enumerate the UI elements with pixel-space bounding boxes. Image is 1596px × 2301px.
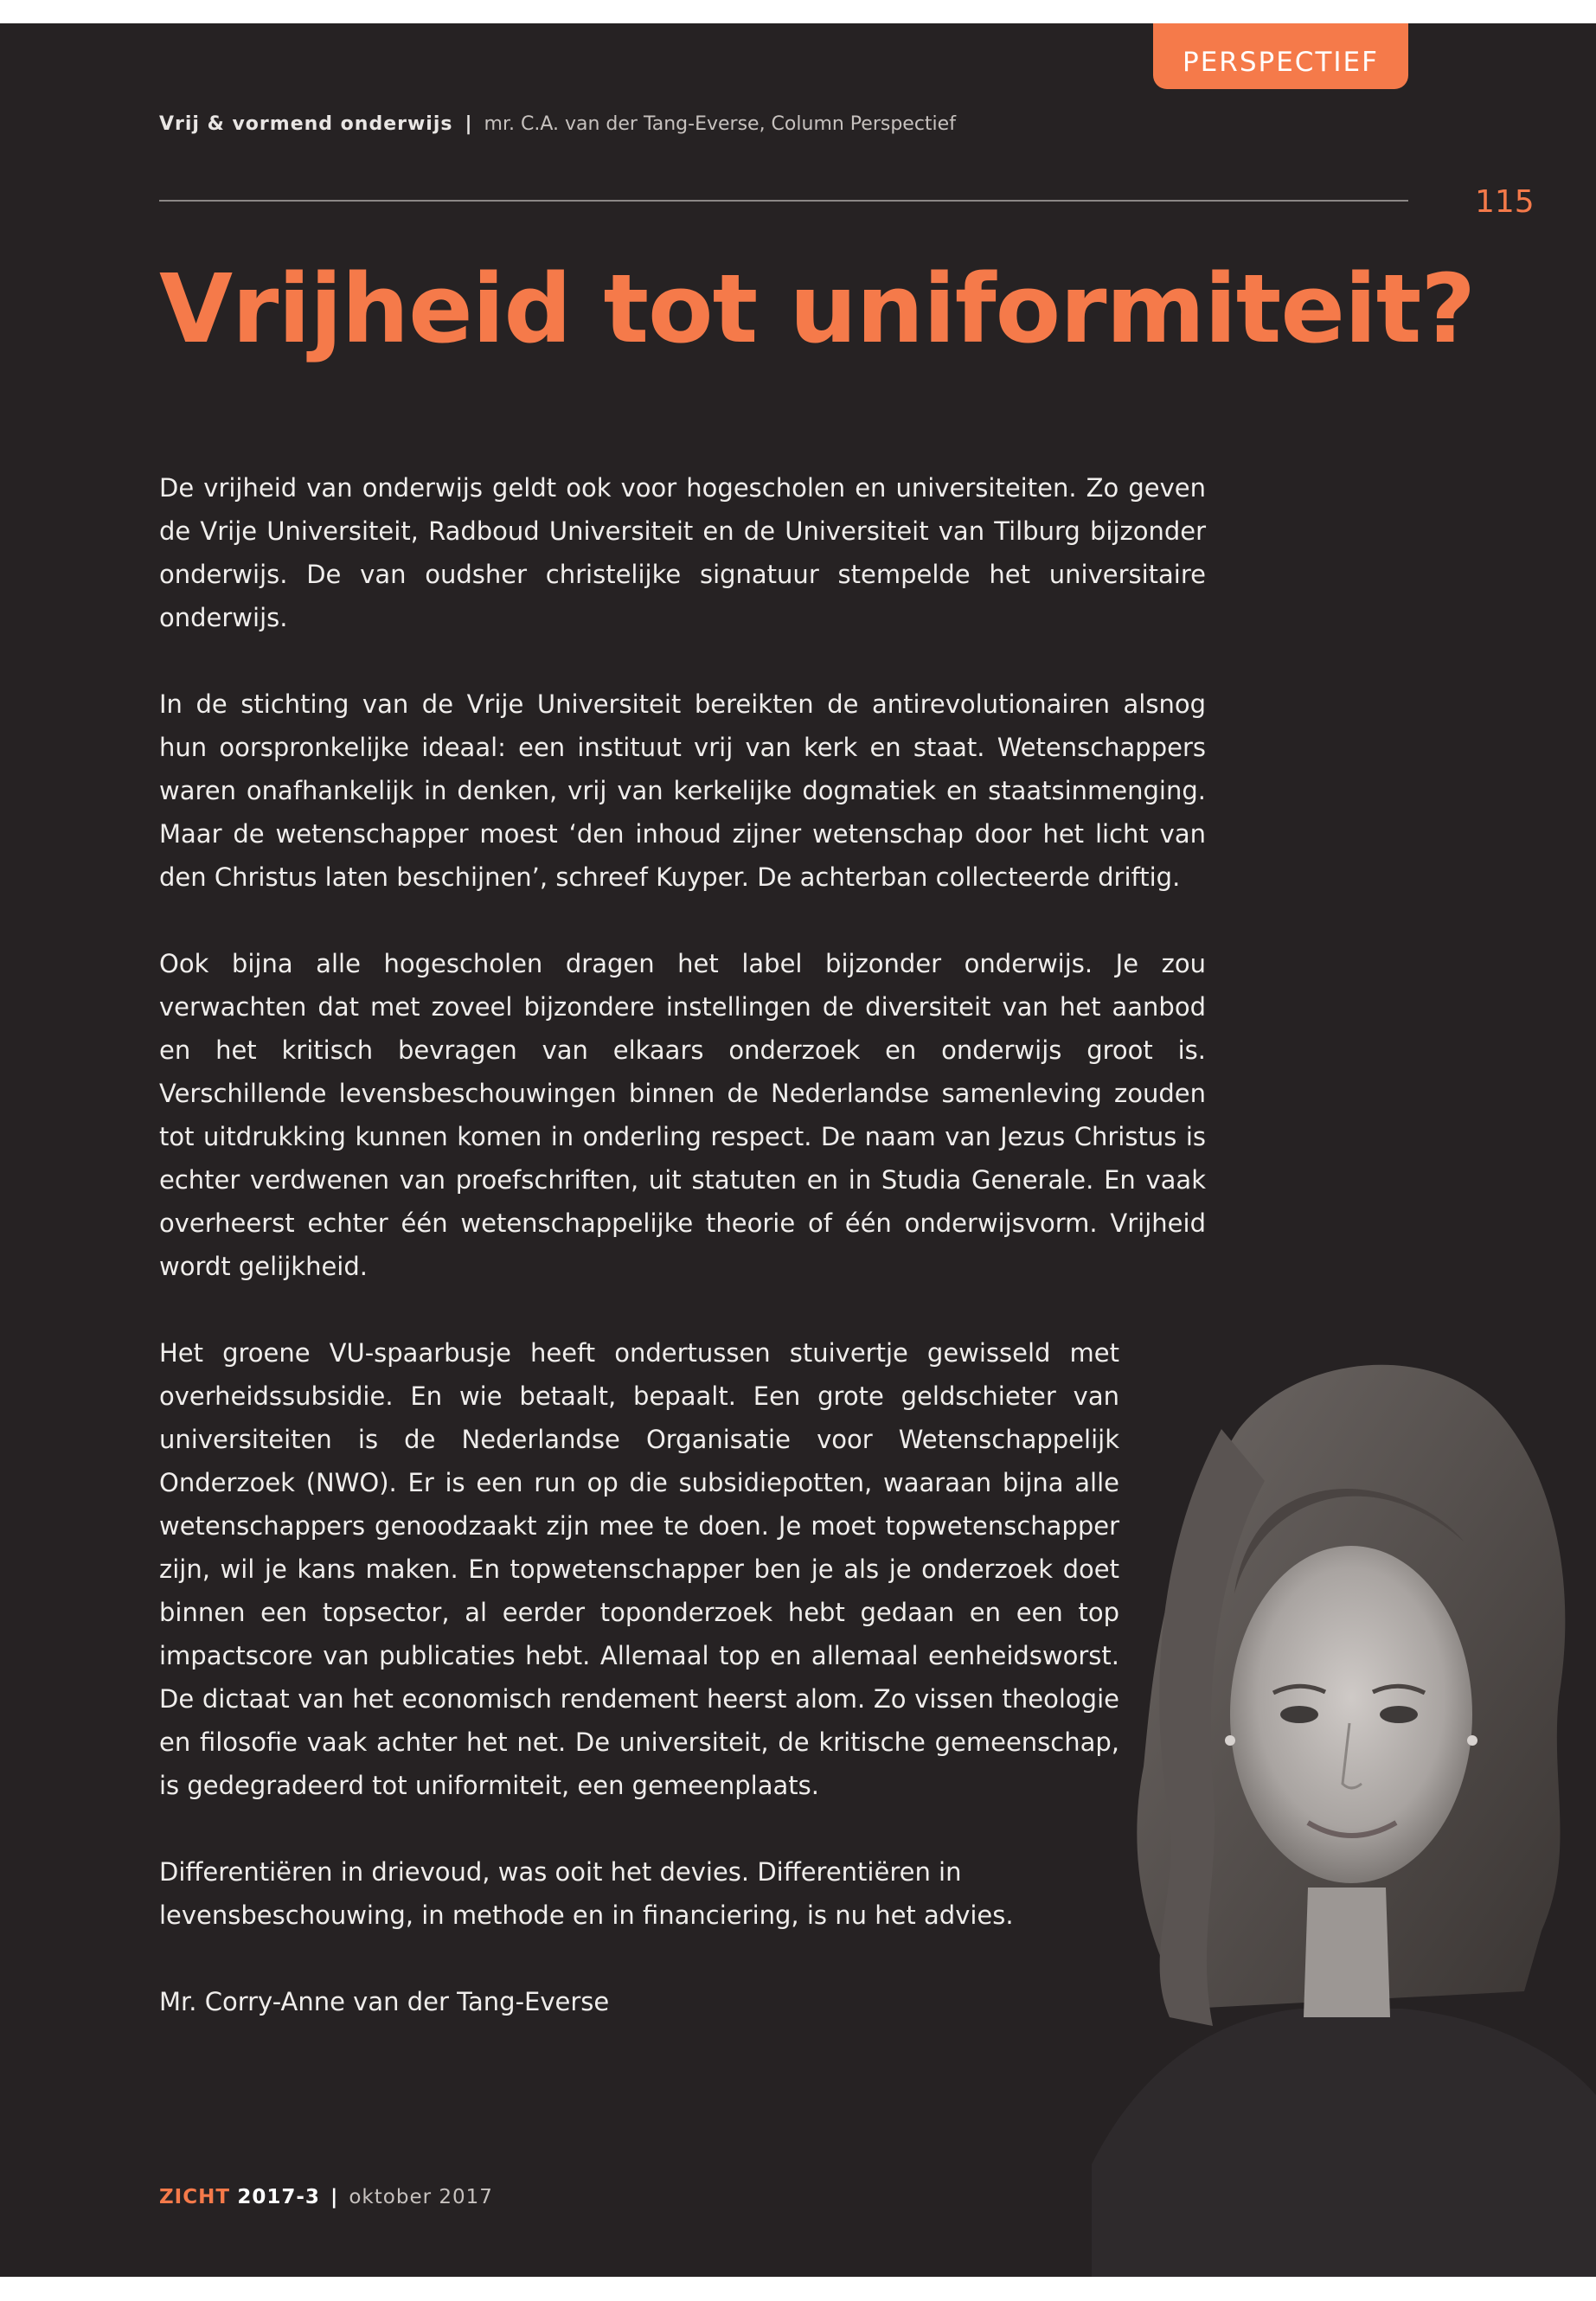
page	[0, 23, 1596, 2277]
article-body	[159, 466, 1206, 2067]
paragraph-3: Ook bijna alle hogescholen dragen het label bijzonder onderwijs. Je zou verwachten dat met zoveel bijzondere instellingen de diversiteit van het aanbod en het kritisch bevragen van elkaars onderzoek en onderwijs groot is. Verschillende levensbeschouwingen binnen de Nederlandse samenleving zouden tot uitdrukking kunnen komen in onderling respect. De naam van Jezus Christus is echter verdwenen van proefschriften, uit statuten en in Studia Generale. En vaak overheerst echter één wetenschappelijke theorie of één onderwijsvorm. Vrijheid wordt gelijkheid.	[159, 949, 1206, 1281]
footer-date: oktober 2017	[349, 2186, 493, 2208]
header-author: mr. C.A. van der Tang-Everse, Column Perspectief	[484, 113, 956, 135]
article-title: Vrijheid tot uniformiteit?	[159, 253, 1476, 364]
paragraph-4: Het groene VU-spaarbusje heeft ondertussen stuivertje gewisseld met overheidssubsidie. En wie betaalt, bepaalt. Een grote geldschieter van universiteiten is de Nederlandse Organisatie voor Wetenschappelijk Onderzoek (NWO). Er is een run op die subsidiepotten, waaraan bijna alle wetenschappers genoodzaakt zijn mee te doen. Je moet topwetenschapper zijn, wil je kans maken. En topwetenschapper ben je als je onderzoek doet binnen een topsector, al eerder toponderzoek hebt gedaan en een top impactscore van publicaties hebt. Allemaal top en allemaal eenheidsworst. De dictaat van het economisch rendement heerst alom. Zo vissen theologie en filosofie vaak achter het net. De universiteit, de kritische gemeenschap, is gedegradeerd tot uniformiteit, een gemeenplaats.	[159, 1338, 1119, 1800]
header-kicker	[159, 113, 956, 135]
header-separator: |	[465, 113, 472, 135]
author-signature: Mr. Corry-Anne van der Tang-Everse	[159, 1987, 610, 2016]
footer-brand: ZICHT	[159, 2186, 231, 2208]
header-rule	[159, 200, 1408, 202]
footer-issue: 2017-3	[237, 2186, 320, 2208]
paragraph-2: In de stichting van de Vrije Universiteit bereikten de antirevolutionairen alsnog hun oorspronkelijke ideaal: een instituut vrij van kerk en staat. Wetenschappers waren onafhankelijk in denken, vrij van kerkelijke dogmatiek en staatsinmenging. Maar de wetenschapper moest ‘den inhoud zijner wetenschap door het licht van den Christus laten beschijnen’, schreef Kuyper. De achterban collecteerde driftig.	[159, 689, 1206, 892]
footer	[159, 2186, 493, 2208]
section-tab: PERSPECTIEF	[1153, 23, 1408, 89]
page-number: 115	[1475, 184, 1535, 220]
paragraph-5: Differentiëren in drievoud, was ooit het devies. Differentiëren in levensbeschouwing, in methode en in financiering, is nu het advies.	[159, 1857, 1014, 1930]
paragraph-1: De vrijheid van onderwijs geldt ook voor hogescholen en universiteiten. Zo geven de Vrije Universiteit, Radboud Universiteit en de Universiteit van Tilburg bijzonder onderwijs. De van oudsher christelijke signatuur stempelde het universitaire onderwijs.	[159, 473, 1206, 632]
footer-separator: |	[330, 2186, 339, 2208]
series-title: Vrij & vormend onderwijs	[159, 113, 453, 135]
